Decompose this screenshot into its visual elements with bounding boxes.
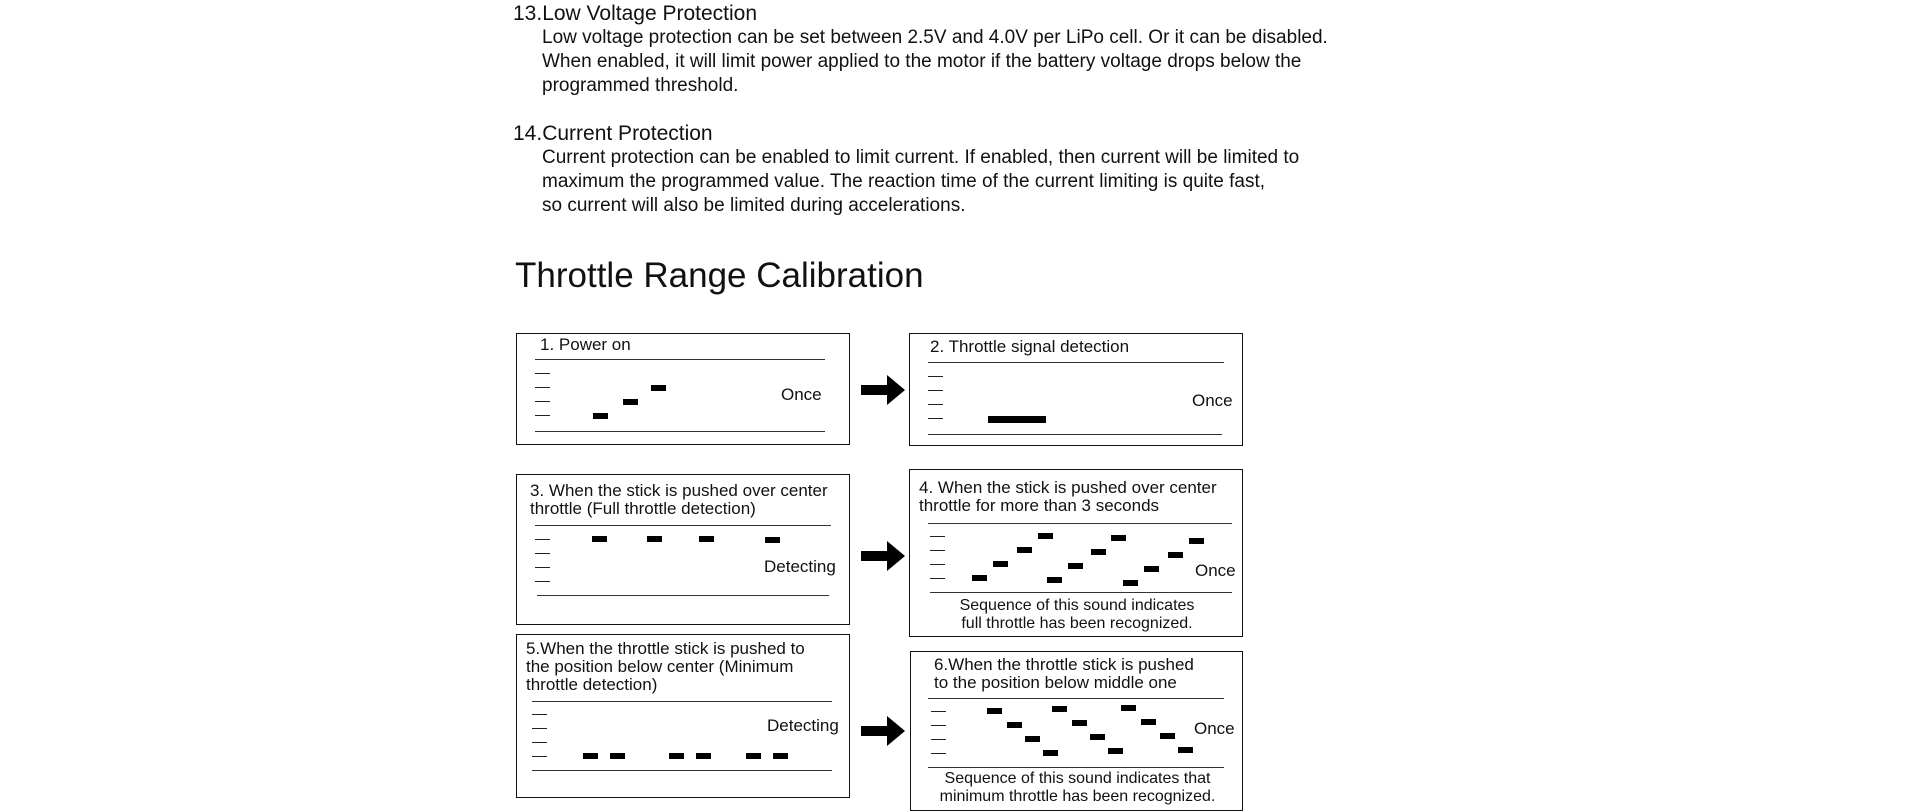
body-line: maximum the programmed value. The reaction time of the current limiting is quite fast,: [542, 171, 1266, 192]
beep-note: [699, 536, 714, 542]
step-title-line: 4. When the stick is pushed over center: [919, 478, 1217, 497]
right-arrow-icon: [861, 541, 905, 571]
beep-note: [593, 413, 608, 419]
tick-mark: [535, 373, 550, 374]
tick-mark: [931, 753, 946, 754]
beep-note: [623, 399, 638, 405]
step-5-diagram: [516, 634, 850, 798]
tick-mark: [535, 553, 550, 554]
tick-mark: [928, 418, 943, 419]
body-line: Low voltage protection can be set between 2.5V and 4.0V per LiPo cell. Or it can be disabled.: [542, 27, 1328, 48]
beep-note: [1160, 733, 1175, 739]
step-6-diagram: [910, 651, 1243, 811]
step-title-line: 6.When the throttle stick is pushed: [934, 655, 1194, 674]
beep-note: [1047, 577, 1062, 583]
beep-note: [647, 536, 662, 542]
staff-line-top: [532, 701, 832, 702]
beep-note: [696, 753, 711, 759]
beep-note: [1038, 533, 1053, 539]
staff-line-bottom: [928, 767, 1224, 768]
body-line: When enabled, it will limit power applied to the motor if the battery voltage drops below the: [542, 51, 1302, 72]
staff-line-top: [928, 523, 1232, 524]
tick-mark: [535, 581, 550, 582]
tick-mark: [928, 404, 943, 405]
staff-line-bottom: [930, 592, 1232, 593]
beep-note: [610, 753, 625, 759]
beep-note: [765, 537, 780, 543]
step-title: 1. Power on: [540, 335, 631, 354]
beep-label: Once: [781, 385, 822, 404]
step-caption-line: Sequence of this sound indicates: [959, 597, 1195, 614]
beep-note: [1189, 538, 1204, 544]
beep-note: [987, 708, 1002, 714]
section-low-voltage-protection: [513, 2, 1328, 96]
section-number: 13.: [513, 2, 543, 25]
beep-note: [592, 536, 607, 542]
beep-label: Detecting: [767, 716, 839, 735]
beep-note: [1090, 734, 1105, 740]
beep-note: [993, 561, 1008, 567]
section-number: 14.: [513, 122, 543, 145]
tick-mark: [535, 415, 550, 416]
beep-note: [583, 753, 598, 759]
beep-label: Detecting: [764, 557, 836, 576]
section-title-text: Current Protection: [542, 122, 713, 145]
beep-note: [1017, 547, 1032, 553]
beep-note: [1007, 722, 1022, 728]
beep-note: [1072, 720, 1087, 726]
section-title: [513, 122, 713, 146]
tick-mark: [930, 550, 945, 551]
step-title: 2. Throttle signal detection: [930, 337, 1130, 356]
right-arrow-icon: [861, 716, 905, 746]
tick-mark: [931, 711, 946, 712]
step-4-diagram: [909, 469, 1243, 637]
step-title-line: throttle for more than 3 seconds: [919, 496, 1160, 515]
beep-note: [651, 385, 666, 391]
body-line: Current protection can be enabled to limit current. If enabled, then current will be limited to: [542, 147, 1300, 168]
beep-note: [1141, 719, 1156, 725]
tick-mark: [535, 539, 550, 540]
tick-mark: [532, 728, 547, 729]
beep-note: [669, 753, 684, 759]
step-caption-line: full throttle has been recognized.: [961, 615, 1193, 632]
long-beep-note: [988, 416, 1046, 423]
beep-note: [1111, 535, 1126, 541]
step-1-diagram: [516, 333, 850, 445]
beep-note: [1121, 705, 1136, 711]
beep-note: [1168, 552, 1183, 558]
tick-mark: [535, 401, 550, 402]
beep-note: [1144, 566, 1159, 572]
tick-mark: [928, 390, 943, 391]
step-caption-line: minimum throttle has been recognized.: [939, 788, 1216, 805]
right-arrow-icon: [861, 375, 905, 405]
body-line: so current will also be limited during accelerations.: [542, 195, 966, 216]
staff-line-bottom: [535, 431, 825, 432]
tick-mark: [535, 567, 550, 568]
beep-note: [1123, 580, 1138, 586]
tick-mark: [930, 536, 945, 537]
section-current-protection: [513, 122, 1300, 216]
tick-mark: [532, 742, 547, 743]
tick-mark: [532, 756, 547, 757]
beep-note: [1178, 747, 1193, 753]
beep-label: Once: [1194, 719, 1235, 738]
beep-note: [773, 753, 788, 759]
tick-mark: [931, 739, 946, 740]
step-title-line: throttle detection): [526, 675, 658, 694]
beep-label: Once: [1195, 561, 1236, 580]
page-heading: Throttle Range Calibration: [515, 256, 924, 295]
step-title-line: 3. When the stick is pushed over center: [530, 481, 828, 500]
beep-note: [1091, 549, 1106, 555]
beep-note: [1025, 736, 1040, 742]
section-title: [513, 2, 757, 26]
staff-line-bottom: [537, 595, 829, 596]
beep-note: [1052, 706, 1067, 712]
staff-line-bottom: [532, 770, 832, 771]
beep-note: [1108, 748, 1123, 754]
beep-label: Once: [1192, 391, 1233, 410]
tick-mark: [535, 387, 550, 388]
beep-note: [746, 753, 761, 759]
staff-line-bottom: [928, 434, 1222, 435]
beep-note: [972, 575, 987, 581]
step-title-line: the position below center (Minimum: [526, 657, 794, 676]
staff-line-top: [535, 359, 825, 360]
tick-mark: [532, 714, 547, 715]
tick-mark: [930, 578, 945, 579]
body-line: programmed threshold.: [542, 75, 739, 96]
section-body: [542, 26, 1328, 98]
step-title-line: 5.When the throttle stick is pushed to: [526, 639, 805, 658]
step-3-diagram: [516, 474, 850, 625]
section-title-text: Low Voltage Protection: [542, 2, 758, 25]
tick-mark: [931, 725, 946, 726]
tick-mark: [928, 376, 943, 377]
staff-line-top: [535, 525, 831, 526]
staff-line-top: [928, 362, 1224, 363]
step-title-line: to the position below middle one: [934, 673, 1177, 692]
step-title-line: throttle (Full throttle detection): [530, 499, 756, 518]
tick-mark: [930, 564, 945, 565]
section-body: [542, 146, 1299, 218]
step-caption-line: Sequence of this sound indicates that: [944, 770, 1211, 787]
staff-line-top: [928, 698, 1224, 699]
beep-note: [1043, 750, 1058, 756]
beep-note: [1068, 563, 1083, 569]
step-2-diagram: [909, 333, 1243, 446]
